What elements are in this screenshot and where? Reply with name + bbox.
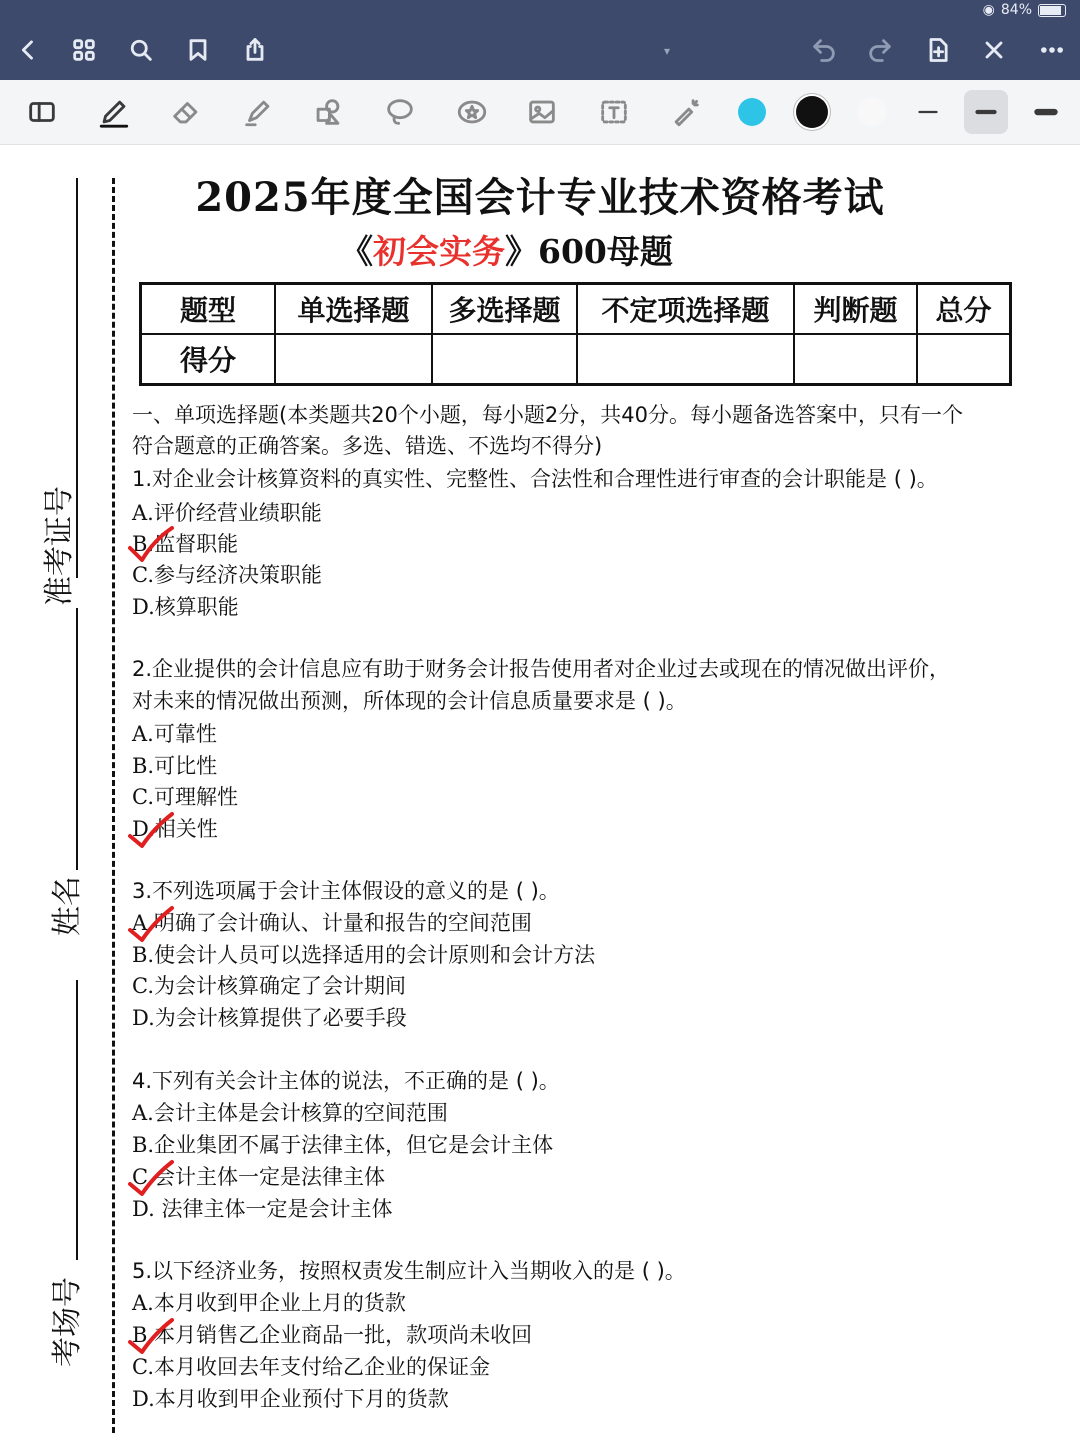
- option-b[interactable]: B.本月销售乙企业商品一批，款项尚未收回: [132, 1323, 533, 1347]
- table-header-cell: 单选择题: [275, 284, 432, 335]
- app-bar: [0, 0, 1080, 80]
- more-icon[interactable]: [1032, 30, 1072, 70]
- sticker-tool-icon[interactable]: [450, 90, 494, 134]
- table-header-cell: 不定项选择题: [577, 284, 794, 335]
- score-cell[interactable]: [275, 334, 432, 385]
- battery-percent: 84%: [1000, 2, 1032, 18]
- option-d[interactable]: D.为会计核算提供了必要手段: [132, 1006, 407, 1030]
- image-tool-icon[interactable]: [520, 90, 564, 134]
- option-c[interactable]: C.会计主体一定是法律主体: [132, 1165, 385, 1189]
- question-stem: 1.对企业会计核算资料的真实性、完整性、合法性和合理性进行审查的会计职能是 ( )。: [132, 467, 938, 491]
- exam-subtitle: 《初会实务》600母题: [340, 232, 673, 271]
- table-header-cell: 总分: [917, 284, 1011, 335]
- status-bar: [983, 2, 1066, 18]
- option-b[interactable]: B.使会计人员可以选择适用的会计原则和会计方法: [132, 943, 596, 967]
- option-d[interactable]: D.本月收到甲企业预付下月的货款: [132, 1387, 449, 1411]
- score-table: [139, 282, 1012, 386]
- shapes-tool-icon[interactable]: [306, 90, 350, 134]
- binding-line: [76, 608, 78, 870]
- table-row: [141, 334, 1011, 385]
- question-stem: 4.下列有关会计主体的说法，不正确的是 ( )。: [132, 1069, 560, 1093]
- highlighter-tool-icon[interactable]: [236, 90, 280, 134]
- table-header-cell: 多选择题: [432, 284, 577, 335]
- option-a[interactable]: A.可靠性: [132, 722, 217, 746]
- option-c[interactable]: C.为会计核算确定了会计期间: [132, 974, 406, 998]
- option-c[interactable]: C.参与经济决策职能: [132, 563, 322, 587]
- option-c[interactable]: C.可理解性: [132, 785, 238, 809]
- stroke-thin-icon[interactable]: [906, 90, 950, 134]
- table-header-cell: 判断题: [794, 284, 917, 335]
- option-b[interactable]: B.可比性: [132, 754, 218, 778]
- cut-line: [112, 178, 115, 1433]
- check-mark-icon: [126, 810, 176, 850]
- check-mark-icon: [126, 904, 176, 944]
- check-mark-icon: [126, 1158, 176, 1198]
- back-icon[interactable]: [8, 30, 48, 70]
- score-cell[interactable]: [577, 334, 794, 385]
- search-icon[interactable]: [121, 30, 161, 70]
- text-tool-icon[interactable]: [592, 90, 636, 134]
- color-swatch-white[interactable]: [858, 98, 886, 126]
- binding-line: [76, 980, 78, 1260]
- name-label: 姓名: [50, 876, 85, 936]
- question-stem: 2.企业提供的会计信息应有助于财务会计报告使用者对企业过去或现在的情况做出评价，: [132, 657, 951, 681]
- option-d[interactable]: D. 法律主体一定是会计主体: [132, 1197, 393, 1221]
- check-mark-icon: [126, 1316, 176, 1356]
- chevron-down-icon[interactable]: ▾: [664, 44, 671, 58]
- pen-tool-icon[interactable]: [92, 90, 136, 134]
- option-b[interactable]: B.企业集团不属于法律主体，但它是会计主体: [132, 1133, 554, 1157]
- score-cell[interactable]: [432, 334, 577, 385]
- table-row-label: 得分: [141, 334, 276, 385]
- eraser-tool-icon[interactable]: [164, 90, 208, 134]
- stroke-medium-icon[interactable]: [964, 90, 1008, 134]
- exam-room-label: 考场号: [50, 1277, 85, 1367]
- bookmark-icon[interactable]: [178, 30, 218, 70]
- table-row: [141, 284, 1011, 335]
- option-a[interactable]: A.本月收到甲企业上月的货款: [132, 1291, 406, 1315]
- toggle-toolbar-icon[interactable]: [20, 90, 64, 134]
- option-d[interactable]: D.相关性: [132, 817, 218, 841]
- option-b[interactable]: B.监督职能: [132, 532, 239, 556]
- color-swatch-black[interactable]: [796, 96, 828, 128]
- stroke-thick-icon[interactable]: [1024, 90, 1068, 134]
- question-stem: 对未来的情况做出预测，所体现的会计信息质量要求是 ( )。: [132, 689, 687, 713]
- option-d[interactable]: D.核算职能: [132, 595, 239, 619]
- undo-icon[interactable]: [804, 30, 844, 70]
- exam-title: 2025年度全国会计专业技术资格考试: [195, 174, 885, 221]
- option-a[interactable]: A.明确了会计确认、计量和报告的空间范围: [132, 911, 532, 935]
- redo-icon[interactable]: [860, 30, 900, 70]
- subtitle-highlight: 初会实务: [373, 232, 505, 271]
- admission-number-label: 准考证号: [42, 486, 77, 606]
- option-c[interactable]: C.本月收回去年支付给乙企业的保证金: [132, 1355, 490, 1379]
- question-stem: 5.以下经济业务，按照权责发生制应计入当期收入的是 ( )。: [132, 1259, 686, 1283]
- score-cell[interactable]: [917, 334, 1011, 385]
- wifi-icon: ◉: [982, 2, 995, 18]
- color-swatch-blue[interactable]: [738, 98, 766, 126]
- option-a[interactable]: A.会计主体是会计核算的空间范围: [132, 1101, 448, 1125]
- table-header-cell: 题型: [141, 284, 276, 335]
- score-cell[interactable]: [794, 334, 917, 385]
- thumbnails-grid-icon[interactable]: [64, 30, 104, 70]
- section-instructions: 符合题意的正确答案。多选、错选、不选均不得分): [132, 434, 603, 458]
- close-icon[interactable]: [974, 30, 1014, 70]
- lasso-tool-icon[interactable]: [378, 90, 422, 134]
- laser-pointer-icon[interactable]: [664, 90, 708, 134]
- share-icon[interactable]: [235, 30, 275, 70]
- add-page-icon[interactable]: [918, 30, 958, 70]
- question-stem: 3.不列选项属于会计主体假设的意义的是 ( )。: [132, 879, 560, 903]
- drawing-toolbar: [0, 80, 1080, 145]
- section-instructions: 一、单项选择题(本类题共20个小题，每小题2分，共40分。每小题备选答案中，只有一个: [132, 403, 963, 427]
- check-mark-icon: [126, 524, 176, 564]
- battery-icon: [1038, 4, 1066, 17]
- option-a[interactable]: A.评价经营业绩职能: [132, 501, 322, 525]
